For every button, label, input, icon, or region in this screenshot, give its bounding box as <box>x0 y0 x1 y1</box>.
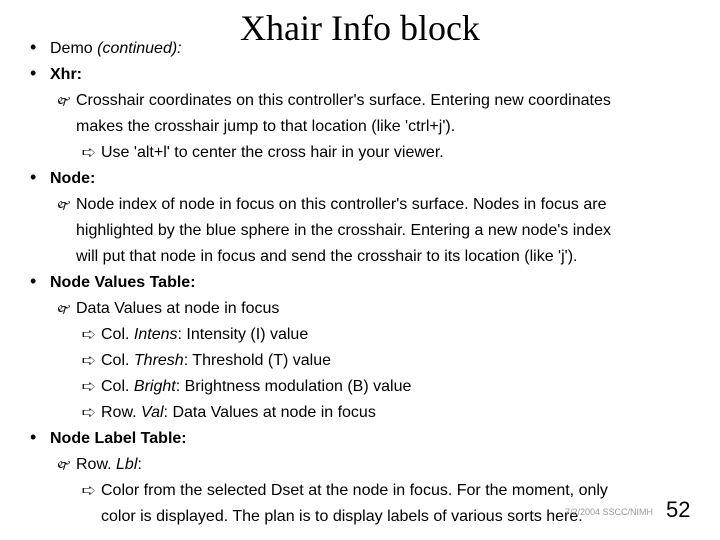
footer-date-org: 7/2/2004 SSCC/NIMH <box>565 507 654 517</box>
node-values-desc: Data Values at node in focus <box>76 300 280 317</box>
nvt-item-post: : Brightness modulation (B) value <box>175 378 412 395</box>
xhr-tip: Use 'alt+l' to center the cross hair in your viewer. <box>101 144 444 161</box>
slide-title: Xhair Info block <box>240 8 480 48</box>
node-label-table-heading: Node Label Table: <box>50 430 187 447</box>
nvt-item-pre: Col. <box>101 326 134 343</box>
nvt-item-thresh <box>101 348 331 374</box>
node-desc-line-3: will put that node in focus and send the crosshair to its location (like 'j'). <box>76 248 578 265</box>
bullet-l3-icon: 🢧 <box>82 145 96 160</box>
xhr-desc-line-2: makes the crosshair jump to that location (like 'ctrl+j'). <box>76 118 456 135</box>
bullet-l1: • <box>30 167 37 187</box>
nvt-item-pre: Col. <box>101 378 134 395</box>
xhr-heading: Xhr: <box>50 66 82 83</box>
node-heading: Node: <box>50 170 96 187</box>
bullet-l3-icon: 🢧 <box>82 405 96 420</box>
nlt-color-line-2: color is displayed. The plan is to display labels of various sorts here. <box>101 508 583 525</box>
bullet-l3-icon: 🢧 <box>82 327 96 342</box>
bullet-l2-icon: 🙰 <box>56 302 72 316</box>
bullet-l2-icon: 🙰 <box>56 458 72 472</box>
nvt-item-term: Bright <box>133 378 176 395</box>
nvt-item-post: : Intensity (I) value <box>177 326 309 343</box>
nlt-row-term: Lbl <box>116 456 138 473</box>
bullet-l1: • <box>30 63 37 83</box>
bullet-l1: • <box>30 427 37 447</box>
nlt-row-post: : <box>137 456 142 473</box>
nvt-item-val <box>101 400 376 426</box>
nvt-item-pre: Col. <box>101 352 134 369</box>
node-desc-line-2: highlighted by the blue sphere in the crosshair. Entering a new node's index <box>76 222 611 239</box>
nvt-item-post: : Data Values at node in focus <box>163 404 376 421</box>
nlt-row-lbl <box>76 452 142 478</box>
bullet-l3-icon: 🢧 <box>82 483 96 498</box>
bullet-l1: • <box>30 271 37 291</box>
page-number: 52 <box>666 497 691 522</box>
xhr-desc-line-1: Crosshair coordinates on this controller's surface. Entering new coordinates <box>76 92 611 109</box>
nlt-row-pre: Row. <box>76 456 117 473</box>
nlt-color-line-1: Color from the selected Dset at the node in focus. For the moment, only <box>101 482 608 499</box>
bullet-l1: • <box>30 37 37 57</box>
demo-label: Demo <box>50 40 98 57</box>
nvt-item-term: Thresh <box>133 352 184 369</box>
bullet-l3-icon: 🢧 <box>82 353 96 368</box>
demo-continued-label: (continued): <box>97 40 182 57</box>
nvt-item-post: : Threshold (T) value <box>183 352 332 369</box>
demo-continued-item <box>50 36 182 62</box>
nvt-item-term: Val <box>141 404 164 421</box>
nvt-item-intens <box>101 322 308 348</box>
nvt-item-bright <box>101 374 411 400</box>
bullet-l2-icon: 🙰 <box>56 198 72 212</box>
bullet-l2-icon: 🙰 <box>56 94 72 108</box>
node-desc-line-1: Node index of node in focus on this controller's surface. Nodes in focus are <box>76 196 607 213</box>
bullet-l3-icon: 🢧 <box>82 379 96 394</box>
node-values-table-heading: Node Values Table: <box>50 274 196 291</box>
nvt-item-pre: Row. <box>101 404 142 421</box>
nvt-item-term: Intens <box>133 326 178 343</box>
